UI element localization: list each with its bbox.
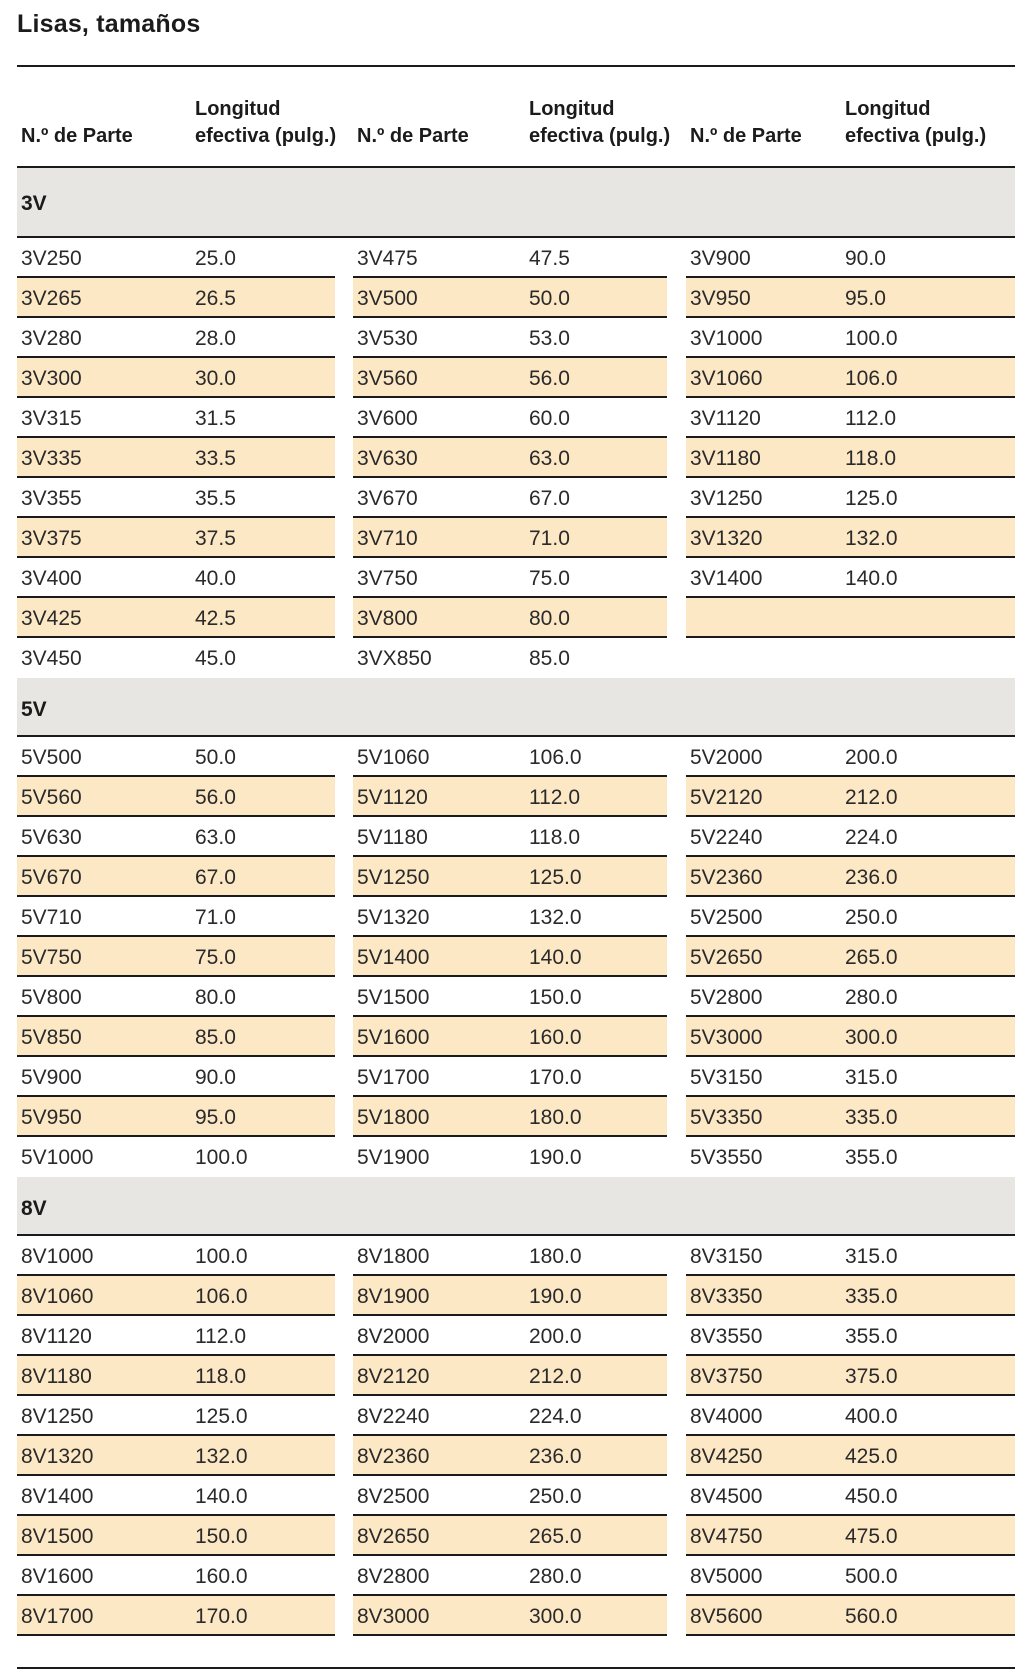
length-1: 26.5 — [195, 287, 236, 310]
length-1: 100.0 — [195, 1146, 248, 1169]
part-number-3: 8V5600 — [690, 1605, 763, 1628]
length-2: 132.0 — [529, 906, 582, 929]
part-number-2: 5V1500 — [357, 986, 430, 1009]
length-2: 85.0 — [529, 647, 570, 670]
table-row — [17, 398, 1015, 438]
header-part-1: N.º de Parte — [21, 125, 133, 147]
length-2: 170.0 — [529, 1066, 582, 1089]
length-1: 71.0 — [195, 906, 236, 929]
length-1: 25.0 — [195, 247, 236, 270]
part-number-2: 5V1800 — [357, 1106, 430, 1129]
length-3: 212.0 — [845, 786, 898, 809]
part-number-1: 5V710 — [21, 906, 82, 929]
part-number-2: 8V2240 — [357, 1405, 430, 1428]
part-number-2: 8V2500 — [357, 1485, 430, 1508]
part-number-3: 5V3350 — [690, 1106, 763, 1129]
table-row — [17, 1396, 1015, 1436]
length-2: 224.0 — [529, 1405, 582, 1428]
part-number-3: 8V4000 — [690, 1405, 763, 1428]
length-1: 37.5 — [195, 527, 236, 550]
part-number-2: 8V1800 — [357, 1245, 430, 1268]
length-2: 56.0 — [529, 367, 570, 390]
section-header — [17, 1177, 1015, 1236]
row-segment — [686, 598, 1015, 638]
part-number-2: 3V670 — [357, 487, 418, 510]
length-3: 200.0 — [845, 746, 898, 769]
section-label: 8V — [21, 1197, 47, 1220]
part-number-1: 8V1700 — [21, 1605, 94, 1628]
part-number-3: 3V1000 — [690, 327, 763, 350]
part-number-3: 5V3000 — [690, 1026, 763, 1049]
part-number-3: 3V1180 — [690, 447, 761, 470]
table-row — [17, 977, 1015, 1017]
length-2: 112.0 — [529, 786, 580, 809]
part-number-3: 8V4250 — [690, 1445, 763, 1468]
length-3: 375.0 — [845, 1365, 898, 1388]
table-row — [17, 1596, 1015, 1636]
table-row — [17, 777, 1015, 817]
part-number-2: 5V1250 — [357, 866, 430, 889]
part-number-2: 3VX850 — [357, 647, 432, 670]
length-3: 125.0 — [845, 487, 898, 510]
length-1: 33.5 — [195, 447, 236, 470]
length-3: 95.0 — [845, 287, 886, 310]
part-number-2: 3V530 — [357, 327, 418, 350]
part-number-3: 3V950 — [690, 287, 751, 310]
length-2: 140.0 — [529, 946, 582, 969]
part-number-3: 5V2120 — [690, 786, 763, 809]
length-1: 100.0 — [195, 1245, 248, 1268]
part-number-3: 8V3550 — [690, 1325, 763, 1348]
header-length-1: Longitud efectiva (pulg.) — [195, 98, 337, 147]
header-part-3: N.º de Parte — [690, 125, 802, 147]
length-3: 425.0 — [845, 1445, 898, 1468]
part-number-3: 8V4500 — [690, 1485, 763, 1508]
part-number-2: 8V2650 — [357, 1525, 430, 1548]
length-1: 125.0 — [195, 1405, 248, 1428]
section-label: 5V — [21, 698, 47, 721]
length-1: 30.0 — [195, 367, 236, 390]
table-row — [17, 558, 1015, 598]
length-1: 80.0 — [195, 986, 236, 1009]
length-2: 200.0 — [529, 1325, 582, 1348]
part-number-1: 3V400 — [21, 567, 82, 590]
length-1: 170.0 — [195, 1605, 248, 1628]
length-2: 63.0 — [529, 447, 570, 470]
table-row — [17, 638, 1015, 678]
length-3: 355.0 — [845, 1325, 898, 1348]
part-number-2: 3V500 — [357, 287, 418, 310]
length-2: 180.0 — [529, 1245, 582, 1268]
table-row — [17, 1476, 1015, 1516]
length-3: 315.0 — [845, 1245, 898, 1268]
part-number-1: 8V1060 — [21, 1285, 94, 1308]
part-number-1: 8V1250 — [21, 1405, 94, 1428]
table-row — [17, 897, 1015, 937]
part-number-1: 8V1120 — [21, 1325, 92, 1348]
table-row — [17, 238, 1015, 278]
part-number-2: 3V630 — [357, 447, 418, 470]
part-number-3: 3V1400 — [690, 567, 763, 590]
part-number-2: 8V3000 — [357, 1605, 430, 1628]
length-2: 250.0 — [529, 1485, 582, 1508]
table-row — [17, 1057, 1015, 1097]
part-number-1: 3V335 — [21, 447, 82, 470]
length-3: 112.0 — [845, 407, 896, 430]
table-row — [17, 937, 1015, 977]
part-number-3: 8V4750 — [690, 1525, 763, 1548]
length-1: 132.0 — [195, 1445, 248, 1468]
length-1: 67.0 — [195, 866, 236, 889]
table-row — [17, 857, 1015, 897]
length-3: 475.0 — [845, 1525, 898, 1548]
part-number-1: 5V1000 — [21, 1146, 94, 1169]
table-row — [17, 1556, 1015, 1596]
length-2: 50.0 — [529, 287, 570, 310]
length-1: 90.0 — [195, 1066, 236, 1089]
length-2: 180.0 — [529, 1106, 582, 1129]
length-2: 265.0 — [529, 1525, 582, 1548]
part-number-1: 8V1400 — [21, 1485, 94, 1508]
part-number-1: 5V850 — [21, 1026, 82, 1049]
length-1: 140.0 — [195, 1485, 248, 1508]
part-number-2: 5V1320 — [357, 906, 430, 929]
top-rule — [17, 65, 1015, 67]
part-number-1: 5V900 — [21, 1066, 82, 1089]
part-number-2: 3V600 — [357, 407, 418, 430]
part-number-3: 3V900 — [690, 247, 751, 270]
length-3: 335.0 — [845, 1106, 898, 1129]
page-title: Lisas, tamaños — [17, 10, 201, 38]
part-number-3: 8V3350 — [690, 1285, 763, 1308]
part-number-2: 3V800 — [357, 607, 418, 630]
part-number-2: 5V1180 — [357, 826, 428, 849]
length-2: 300.0 — [529, 1605, 582, 1628]
length-3: 106.0 — [845, 367, 898, 390]
length-2: 190.0 — [529, 1146, 582, 1169]
part-number-1: 5V800 — [21, 986, 82, 1009]
section-label: 3V — [21, 192, 47, 215]
part-number-1: 8V1180 — [21, 1365, 92, 1388]
part-number-1: 3V315 — [21, 407, 82, 430]
part-number-2: 5V1060 — [357, 746, 430, 769]
length-3: 224.0 — [845, 826, 898, 849]
table-row — [17, 278, 1015, 318]
row-segment — [686, 638, 1015, 676]
length-1: 160.0 — [195, 1565, 248, 1588]
table-row — [17, 438, 1015, 478]
table-row — [17, 478, 1015, 518]
part-number-3: 8V5000 — [690, 1565, 763, 1588]
table-row — [17, 1436, 1015, 1476]
table-row — [17, 598, 1015, 638]
part-number-1: 3V280 — [21, 327, 82, 350]
part-number-2: 5V1900 — [357, 1146, 430, 1169]
length-3: 450.0 — [845, 1485, 898, 1508]
part-number-2: 5V1600 — [357, 1026, 430, 1049]
bottom-rule — [17, 1667, 1015, 1669]
part-number-3: 3V1060 — [690, 367, 763, 390]
part-number-2: 3V750 — [357, 567, 418, 590]
table-header — [17, 68, 1015, 168]
part-number-3: 3V1250 — [690, 487, 763, 510]
table-row — [17, 1097, 1015, 1137]
length-2: 280.0 — [529, 1565, 582, 1588]
length-2: 80.0 — [529, 607, 570, 630]
table-row — [17, 358, 1015, 398]
part-number-3: 8V3750 — [690, 1365, 763, 1388]
length-2: 60.0 — [529, 407, 570, 430]
part-number-3: 5V2800 — [690, 986, 763, 1009]
length-2: 190.0 — [529, 1285, 582, 1308]
part-number-1: 3V375 — [21, 527, 82, 550]
table-row — [17, 1516, 1015, 1556]
table-row — [17, 1276, 1015, 1316]
table-row — [17, 318, 1015, 358]
part-number-1: 3V425 — [21, 607, 82, 630]
length-2: 125.0 — [529, 866, 582, 889]
part-number-3: 5V3550 — [690, 1146, 763, 1169]
table-body — [17, 168, 1015, 1636]
length-1: 35.5 — [195, 487, 236, 510]
table-row — [17, 1017, 1015, 1057]
header-length-2: Longitud efectiva (pulg.) — [529, 98, 671, 147]
part-number-1: 5V560 — [21, 786, 82, 809]
part-number-1: 3V250 — [21, 247, 82, 270]
length-1: 42.5 — [195, 607, 236, 630]
length-3: 236.0 — [845, 866, 898, 889]
length-2: 150.0 — [529, 986, 582, 1009]
table-row — [17, 518, 1015, 558]
length-3: 250.0 — [845, 906, 898, 929]
part-number-3: 5V2240 — [690, 826, 763, 849]
length-1: 106.0 — [195, 1285, 248, 1308]
length-3: 118.0 — [845, 447, 896, 470]
length-3: 280.0 — [845, 986, 898, 1009]
part-number-3: 5V3150 — [690, 1066, 763, 1089]
length-3: 560.0 — [845, 1605, 898, 1628]
length-3: 265.0 — [845, 946, 898, 969]
length-2: 75.0 — [529, 567, 570, 590]
length-1: 50.0 — [195, 746, 236, 769]
length-3: 315.0 — [845, 1066, 898, 1089]
length-2: 53.0 — [529, 327, 570, 350]
length-1: 150.0 — [195, 1525, 248, 1548]
section-header — [17, 678, 1015, 737]
length-2: 47.5 — [529, 247, 570, 270]
part-number-2: 5V1700 — [357, 1066, 430, 1089]
header-length-3: Longitud efectiva (pulg.) — [845, 98, 987, 147]
part-number-3: 3V1120 — [690, 407, 761, 430]
length-2: 212.0 — [529, 1365, 582, 1388]
length-2: 118.0 — [529, 826, 580, 849]
part-number-2: 8V1900 — [357, 1285, 430, 1308]
part-number-1: 8V1000 — [21, 1245, 94, 1268]
part-number-1: 5V950 — [21, 1106, 82, 1129]
part-number-2: 8V2800 — [357, 1565, 430, 1588]
part-number-3: 5V2650 — [690, 946, 763, 969]
part-number-1: 3V355 — [21, 487, 82, 510]
length-1: 31.5 — [195, 407, 236, 430]
table-row — [17, 1137, 1015, 1177]
length-3: 90.0 — [845, 247, 886, 270]
length-2: 106.0 — [529, 746, 582, 769]
length-1: 56.0 — [195, 786, 236, 809]
part-number-3: 3V1320 — [690, 527, 763, 550]
table-row — [17, 817, 1015, 857]
part-number-2: 8V2120 — [357, 1365, 430, 1388]
table-row — [17, 1356, 1015, 1396]
length-3: 132.0 — [845, 527, 898, 550]
part-number-2: 5V1400 — [357, 946, 430, 969]
part-number-1: 5V500 — [21, 746, 82, 769]
length-3: 500.0 — [845, 1565, 898, 1588]
header-part-2: N.º de Parte — [357, 125, 469, 147]
part-number-1: 5V670 — [21, 866, 82, 889]
length-3: 140.0 — [845, 567, 898, 590]
length-1: 63.0 — [195, 826, 236, 849]
table-row — [17, 1236, 1015, 1276]
length-2: 67.0 — [529, 487, 570, 510]
length-3: 335.0 — [845, 1285, 898, 1308]
part-number-3: 5V2360 — [690, 866, 763, 889]
part-number-1: 3V300 — [21, 367, 82, 390]
part-number-2: 8V2360 — [357, 1445, 430, 1468]
part-number-1: 3V450 — [21, 647, 82, 670]
length-3: 300.0 — [845, 1026, 898, 1049]
length-3: 100.0 — [845, 327, 898, 350]
part-number-2: 3V710 — [357, 527, 418, 550]
part-number-1: 8V1600 — [21, 1565, 94, 1588]
part-number-3: 8V3150 — [690, 1245, 763, 1268]
length-1: 112.0 — [195, 1325, 246, 1348]
part-number-2: 3V560 — [357, 367, 418, 390]
part-number-3: 5V2500 — [690, 906, 763, 929]
part-number-1: 8V1500 — [21, 1525, 94, 1548]
length-2: 236.0 — [529, 1445, 582, 1468]
part-number-1: 3V265 — [21, 287, 82, 310]
part-number-3: 5V2000 — [690, 746, 763, 769]
length-1: 95.0 — [195, 1106, 236, 1129]
length-2: 160.0 — [529, 1026, 582, 1049]
length-1: 40.0 — [195, 567, 236, 590]
length-1: 85.0 — [195, 1026, 236, 1049]
table-row — [17, 1316, 1015, 1356]
part-number-2: 3V475 — [357, 247, 418, 270]
length-1: 118.0 — [195, 1365, 246, 1388]
part-number-1: 5V750 — [21, 946, 82, 969]
length-3: 355.0 — [845, 1146, 898, 1169]
part-number-2: 5V1120 — [357, 786, 428, 809]
length-1: 75.0 — [195, 946, 236, 969]
part-number-2: 8V2000 — [357, 1325, 430, 1348]
section-header — [17, 168, 1015, 238]
table-row — [17, 737, 1015, 777]
length-3: 400.0 — [845, 1405, 898, 1428]
length-2: 71.0 — [529, 527, 570, 550]
part-number-1: 8V1320 — [21, 1445, 94, 1468]
length-1: 45.0 — [195, 647, 236, 670]
length-1: 28.0 — [195, 327, 236, 350]
part-number-1: 5V630 — [21, 826, 82, 849]
